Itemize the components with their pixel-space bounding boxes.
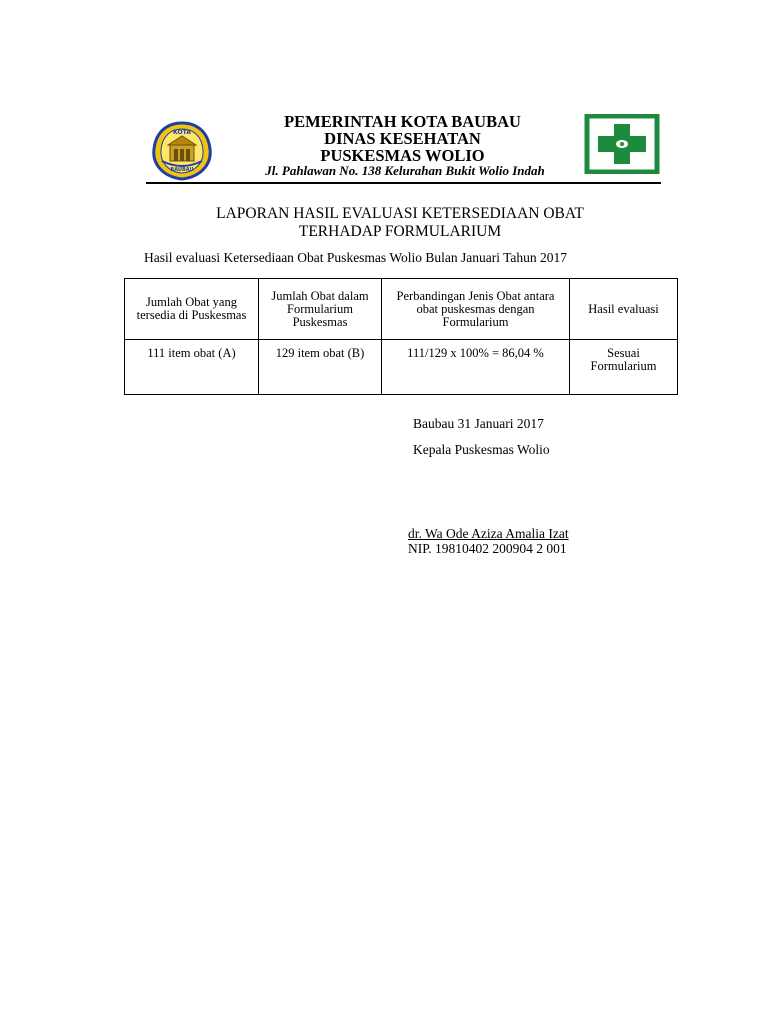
signature-nip: NIP. 19810402 200904 2 001 xyxy=(408,541,567,556)
table-header-row xyxy=(125,279,678,340)
letterhead-line-1: PEMERINTAH KOTA BAUBAU xyxy=(284,112,521,131)
report-intro: Hasil evaluasi Ketersediaan Obat Puskesmas Wolio Bulan Januari Tahun 2017 xyxy=(144,250,568,265)
signature-place-date: Baubau 31 Januari 2017 xyxy=(413,416,544,431)
letterhead-divider xyxy=(146,182,661,184)
table-row xyxy=(125,340,678,395)
evaluation-table xyxy=(124,278,678,395)
table-cell: Sesuai Formularium xyxy=(570,340,678,395)
table-header-cell: Perbandingan Jenis Obat antara obat puskesmas dengan Formularium xyxy=(382,279,570,340)
signature-name: dr. Wa Ode Aziza Amalia Izat xyxy=(408,526,569,541)
table-cell: 129 item obat (B) xyxy=(259,340,382,395)
table-cell: 111 item obat (A) xyxy=(125,340,259,395)
table-header-cell: Jumlah Obat dalam Formularium Puskesmas xyxy=(259,279,382,340)
table-cell: 111/129 x 100% = 86,04 % xyxy=(382,340,570,395)
letterhead-address: Jl. Pahlawan No. 138 Kelurahan Bukit Wolio Indah xyxy=(265,163,545,178)
report-title-line-2: TERHADAP FORMULARIUM xyxy=(298,223,502,240)
signature-position: Kepala Puskesmas Wolio xyxy=(413,442,550,457)
letterhead-line-2: DINAS KESEHATAN xyxy=(324,129,481,148)
svg-text:BAUBAU: BAUBAU xyxy=(170,167,194,173)
letterhead-line-3: PUSKESMAS WOLIO xyxy=(320,146,485,165)
table-header-cell: Hasil evaluasi xyxy=(570,279,678,340)
svg-text:KOTA: KOTA xyxy=(173,129,191,136)
report-title-line-1: LAPORAN HASIL EVALUASI KETERSEDIAAN OBAT xyxy=(216,205,584,222)
table-header-cell: Jumlah Obat yang tersedia di Puskesmas xyxy=(125,279,259,340)
